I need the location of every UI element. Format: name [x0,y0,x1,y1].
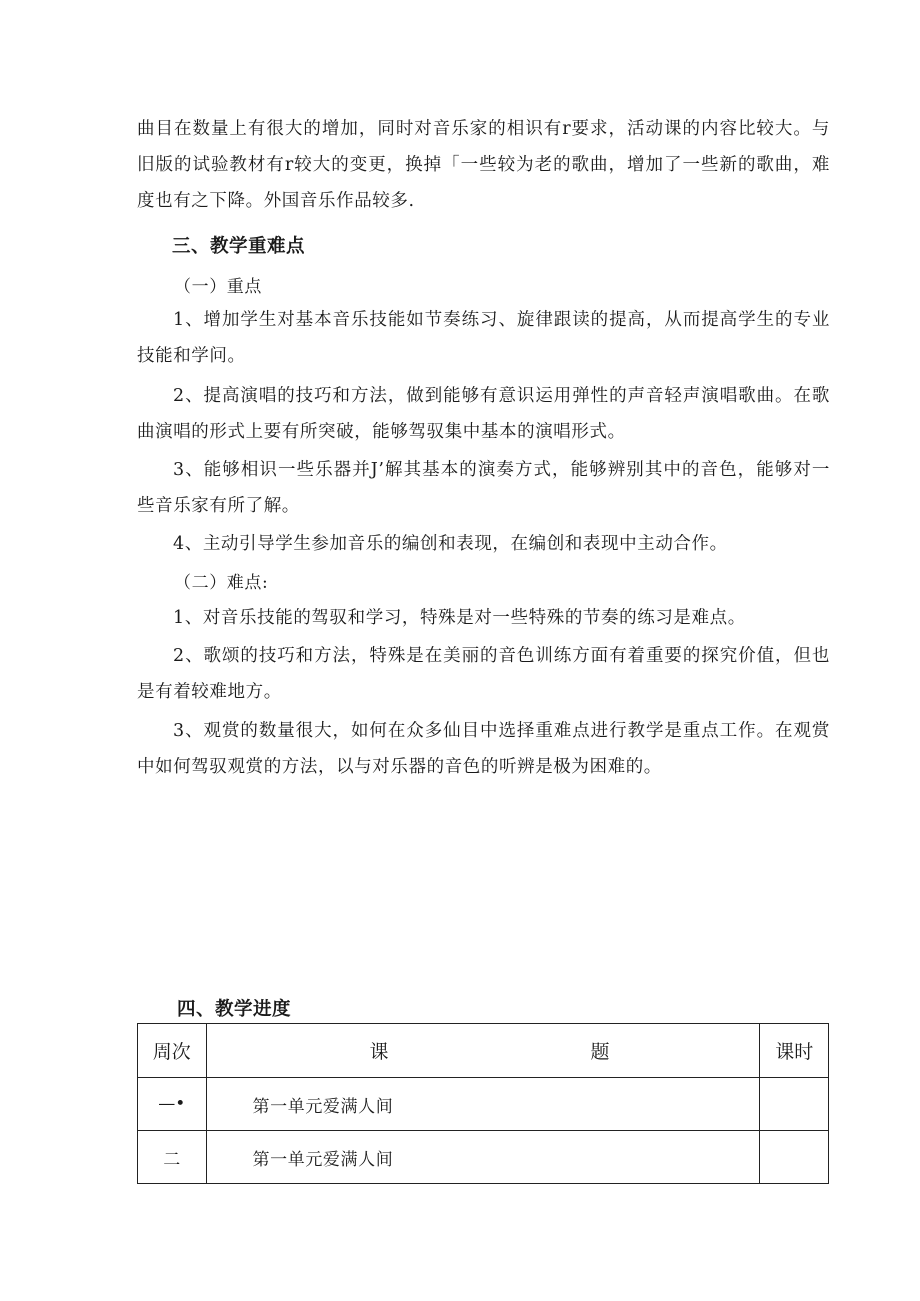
schedule-table [137,1023,829,1184]
row-hours [760,1131,829,1184]
focus-item-4: 4、主动引导学生参加音乐的编创和表现，在编创和表现中主动合作。 [173,534,728,554]
difficulty-label: （二）难点: [174,573,269,593]
header-topic-right: 题 [590,1041,610,1063]
difficulty-item-3: 3、观赏的数量很大，如何在众多仙目中选择重难点进行教学是重点工作。在观赏中如何驾驭观赏的方法，以与对乐器的音色的听辨是极为困难的。 [137,721,830,777]
section3-heading: 三、教学重难点 [172,236,306,257]
focus-item-1: 1、增加学生对基本音乐技能如节奏练习、旋律跟读的提高，从而提高学生的专业技能和学问。 [137,310,830,366]
header-week: 周次 [138,1024,207,1078]
intro-paragraph: 曲目在数量上有很大的增加，同时对音乐家的相识有r要求，活动课的内容比较大。与旧版的试验教材有r较大的变更，换掉「一些较为老的歌曲，增加了一些新的歌曲，难度也有之下降。外国音乐作品较多. [137,119,830,211]
row-week: 二 [138,1131,207,1184]
focus-item-2: 2、提高演唱的技巧和方法，做到能够有意识运用弹性的声音轻声演唱歌曲。在歌曲演唱的形式上要有所突破，能够驾驭集中基本的演唱形式。 [137,386,830,442]
focus-item-3: 3、能够相识一些乐器并J’解其基本的演奏方式，能够辨别其中的音色，能够对一些音乐家有所了解。 [137,460,830,516]
difficulty-item-1: 1、对音乐技能的驾驭和学习，特殊是对一些特殊的节奏的练习是难点。 [173,608,746,628]
table-row [138,1131,829,1184]
difficulty-item-2: 2、歌颂的技巧和方法，特殊是在美丽的音色训练方面有着重要的探究价值，但也是有着较难地方。 [137,646,830,702]
row-week: —• [138,1078,207,1131]
focus-label: （一）重点 [174,277,262,297]
schedule-header-row [138,1024,829,1078]
table-row [138,1078,829,1131]
row-topic: 第一单元爱满人间 [206,1131,760,1184]
header-topic-left: 课 [369,1041,389,1063]
section4-heading: 四、教学进度 [177,999,292,1020]
row-topic: 第一单元爱满人间 [206,1078,760,1131]
row-hours [760,1078,829,1131]
header-hours: 课时 [760,1024,829,1078]
header-topic [206,1024,760,1078]
